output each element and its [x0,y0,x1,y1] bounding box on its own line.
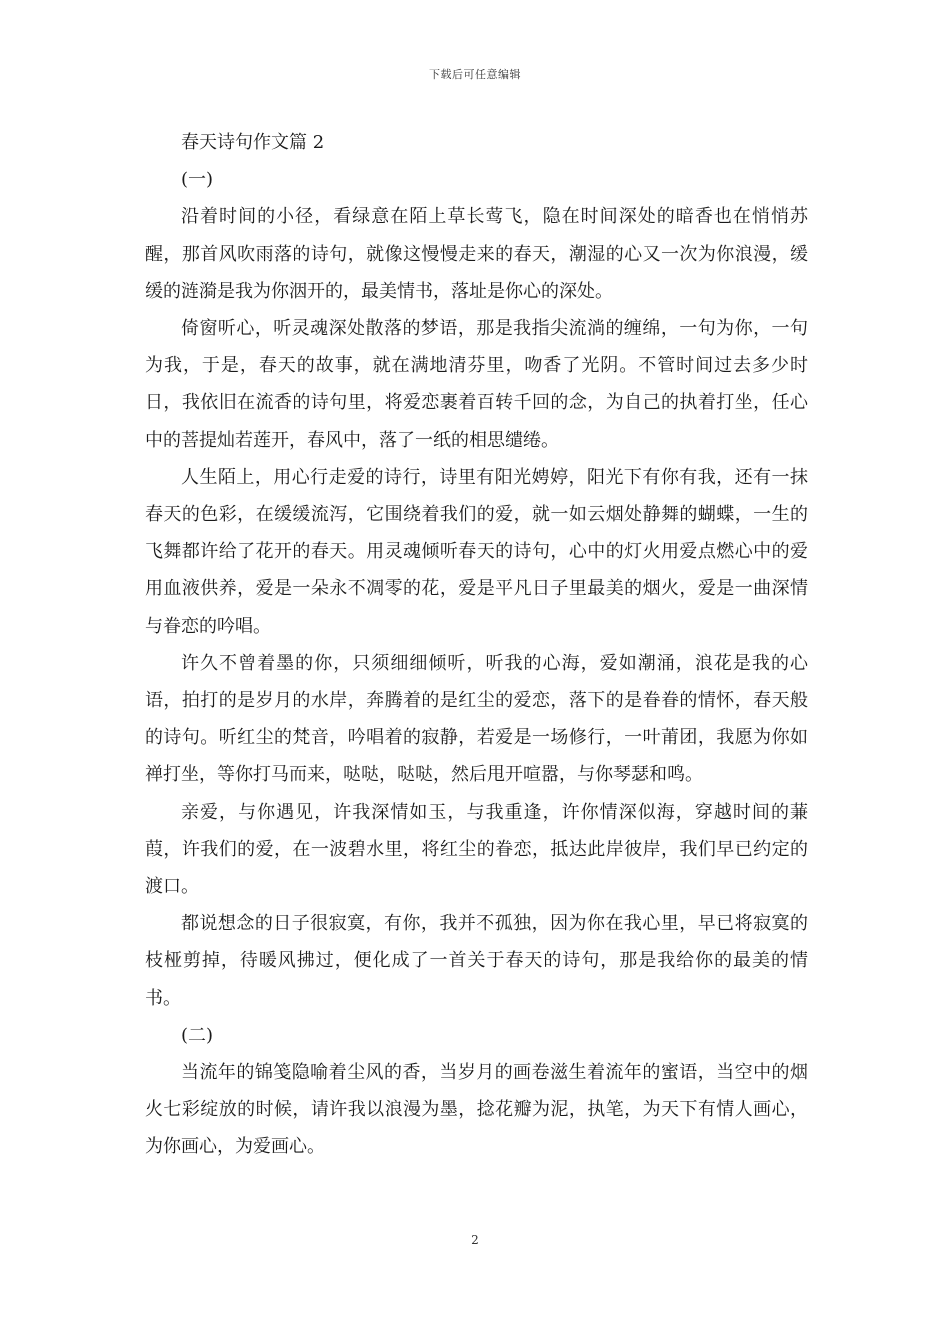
paragraph-4: 许久不曾着墨的你，只须细细倾听，听我的心海，爱如潮涌，浪花是我的心语，拍打的是岁月的水岸，奔腾着的是红尘的爱恋，落下的是眷眷的情怀，春天般的诗句。听红尘的梵音，吟唱着的寂静，若爱是一场修行，一叶莆团，我愿为你如禅打坐，等你打马而来，哒哒，哒哒，然后甩开喧嚣，与你琴瑟和鸣。 [145,652,808,786]
page-number: 2 [471,1233,479,1247]
paragraph-2: 倚窗听心，听灵魂深处散落的梦语，那是我指尖流淌的缠绵，一句为你，一句为我，于是，春天的故事，就在满地清芬里，吻香了光阴。不管时间过去多少时日，我依旧在流香的诗句里，将爱恋裹着百转千回的念，为自己的执着打坐，任心中的菩提灿若莲开，春风中，落了一纸的相思缱绻。 [145,318,808,451]
paragraph-6: 都说想念的日子很寂寞，有你，我并不孤独，因为你在我心里，早已将寂寞的枝桠剪掉，待暖风拂过，便化成了一首关于春天的诗句，那是我给你的最美的情书。 [145,913,808,1009]
paragraph-7: 当流年的锦笺隐喻着尘风的香，当岁月的画卷滋生着流年的蜜语，当空中的烟火七彩绽放的时候，请许我以浪漫为墨，捻花瓣为泥，执笔，为天下有情人画心，为你画心，为爱画心。 [145,1062,808,1158]
header-note: 下载后可任意编辑 [429,68,521,81]
document-body [145,124,808,1166]
paragraph-1: 沿着时间的小径，看绿意在陌上草长莺飞，隐在时间深处的暗香也在悄悄苏醒，那首风吹雨落的诗句，就像这慢慢走来的春天，潮湿的心又一次为你浪漫，缓缓的涟漪是我为你洇开的，最美情书，落址是你心的深处。 [145,206,808,302]
paragraph-5: 亲爱，与你遇见，许我深情如玉，与我重逢，许你情深似海，穿越时间的蒹葭，许我们的爱，在一波碧水里，将红尘的眷恋，抵达此岸彼岸，我们早已约定的渡口。 [145,801,808,898]
section-heading-one: (一) [181,169,214,191]
document-title: 春天诗句作文篇 2 [181,132,325,153]
section-heading-two: (二) [181,1024,214,1046]
paragraph-3: 人生陌上，用心行走爱的诗行，诗里有阳光娉婷，阳光下有你有我，还有一抹春天的色彩，在缓缓流泻，它围绕着我们的爱，就一如云烟处静舞的蝴蝶，一生的飞舞都许给了花开的春天。用灵魂倾听春天的诗句，心中的灯火用爱点燃心中的爱用血液供养，爱是一朵永不凋零的花，爱是平凡日子里最美的烟火，爱是一曲深情与眷恋的吟唱。 [145,466,808,637]
